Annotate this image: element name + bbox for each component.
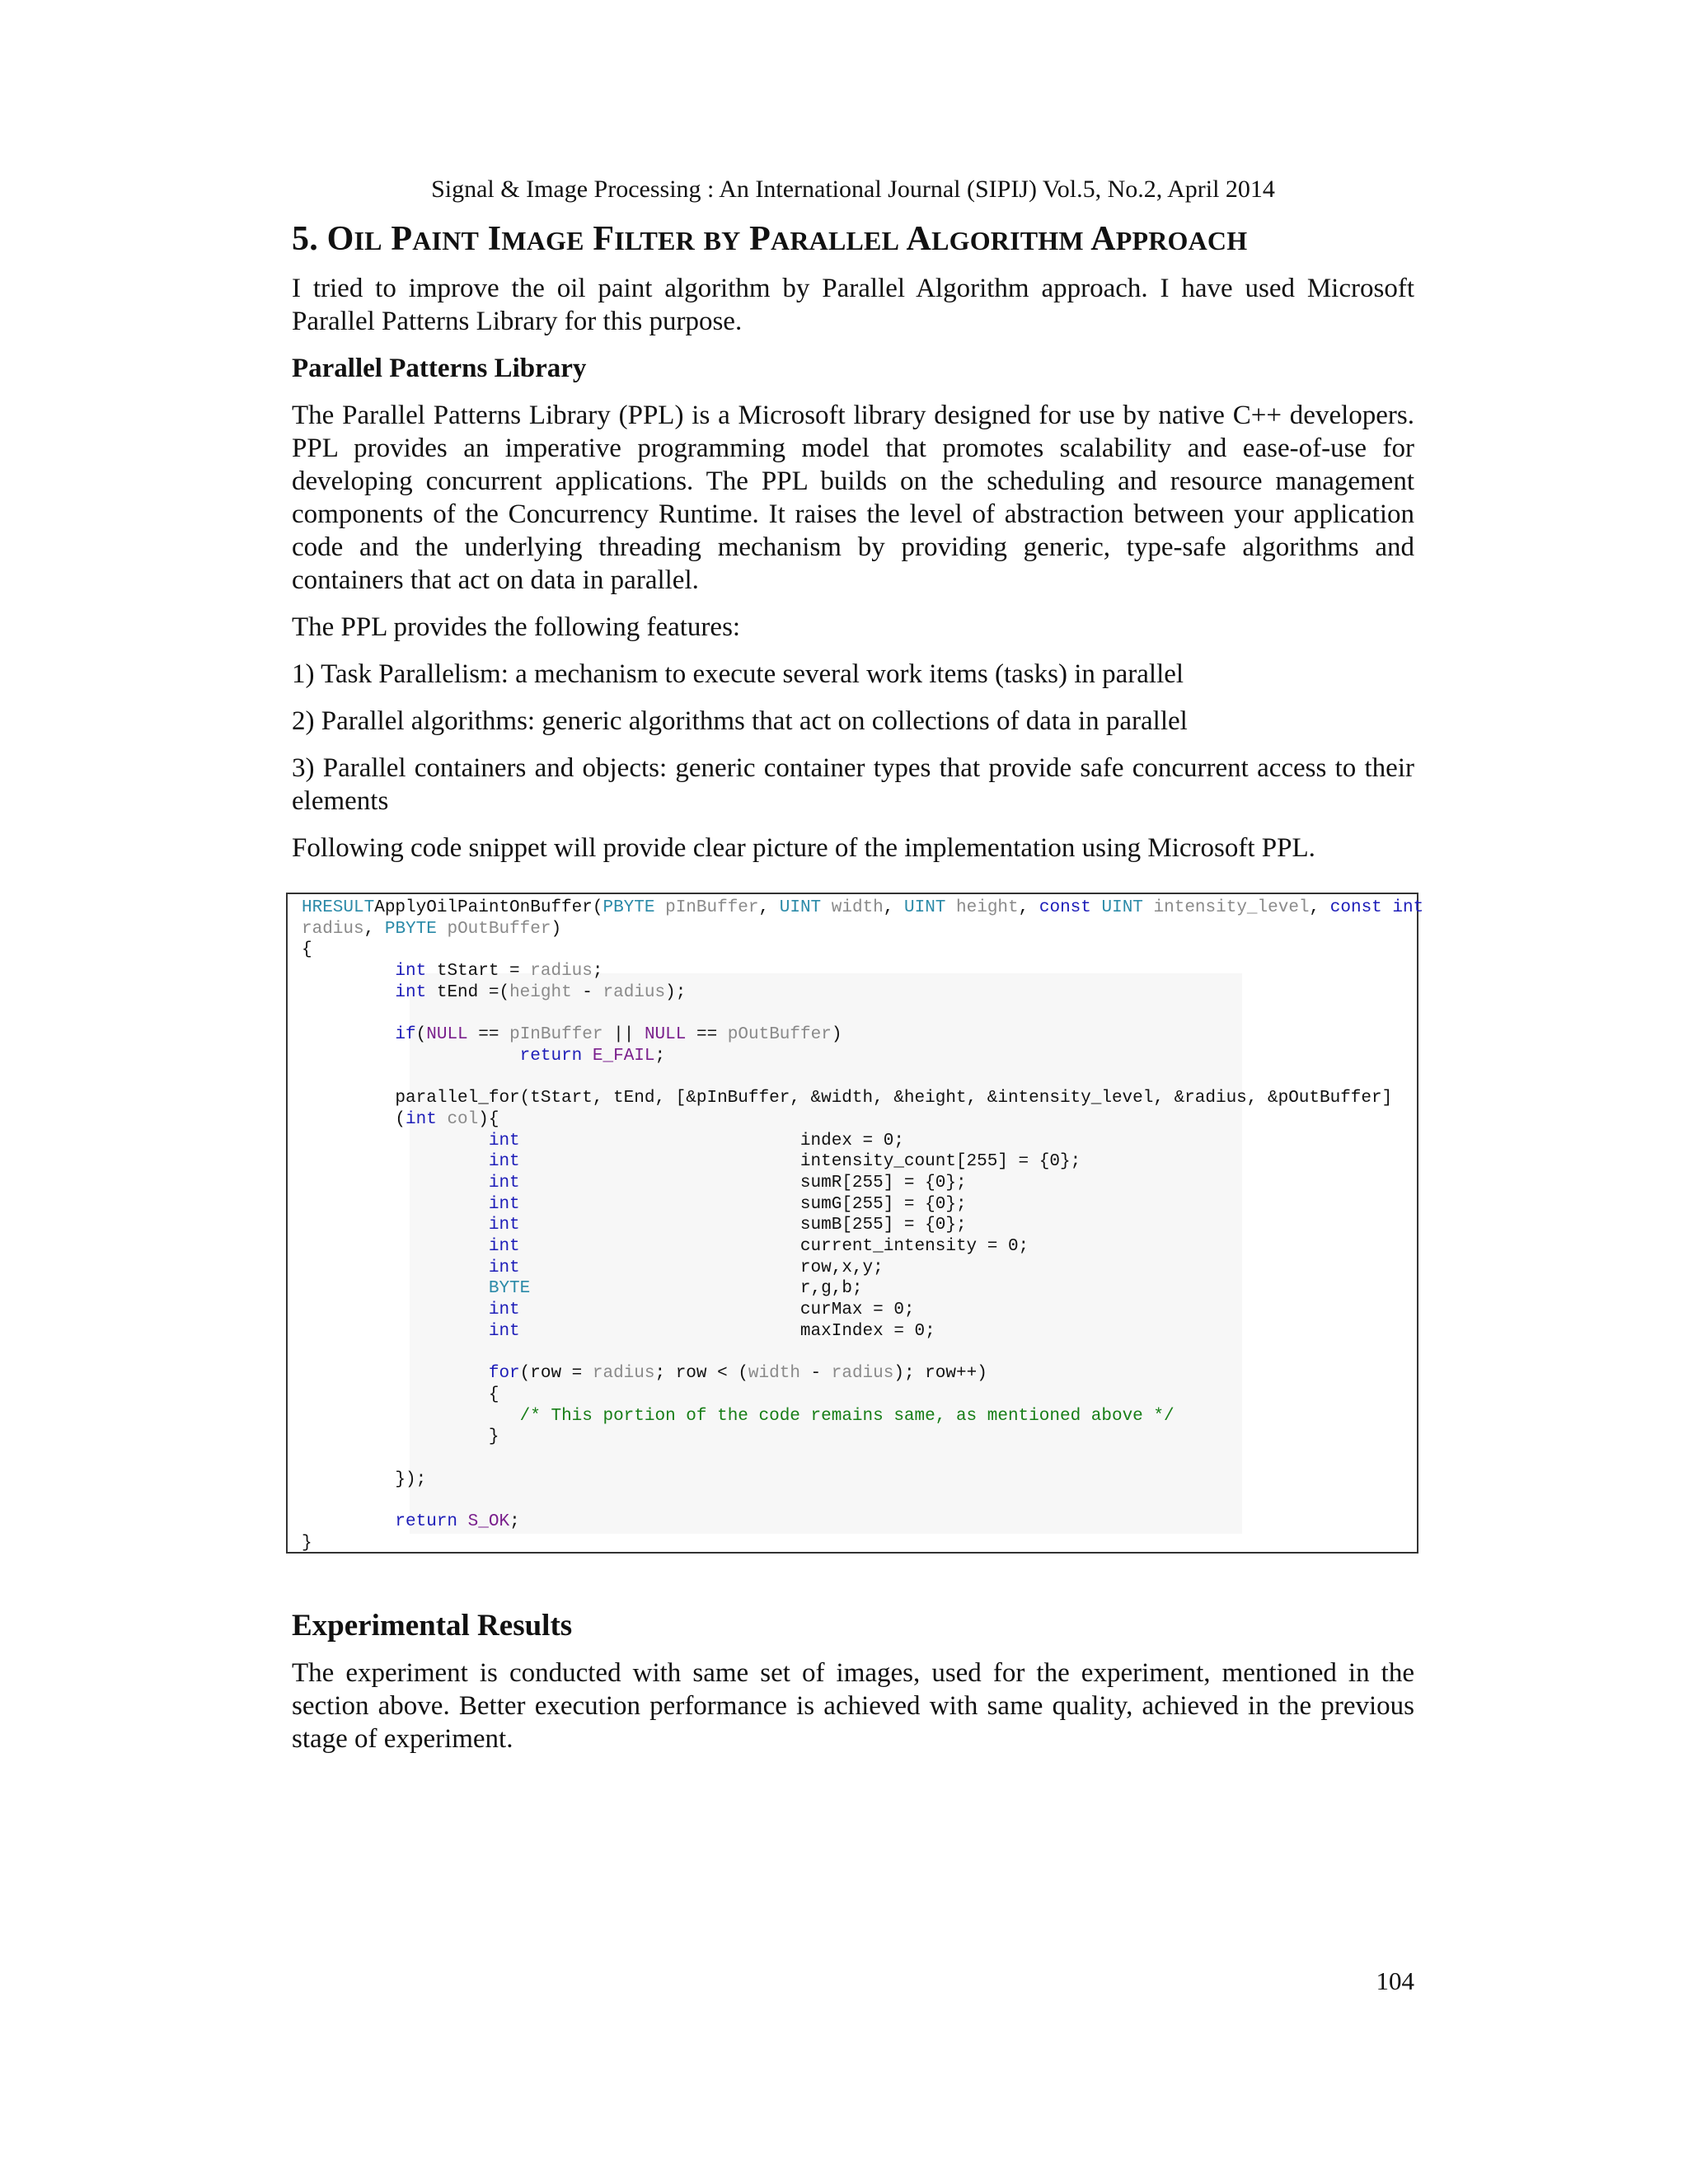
feature-item-2: 2) Parallel algorithms: generic algorithms that act on collections of data in parallel	[292, 706, 1188, 736]
feature-item-1: 1) Task Parallelism: a mechanism to execute several work items (tasks) in parallel	[292, 659, 1184, 689]
title-word: OIL	[326, 220, 382, 258]
code-line: int sumG[255] = {0};	[488, 1194, 967, 1214]
code-line: return S_OK;	[395, 1511, 520, 1531]
code-line: parallel_for(tStart, tEnd, [&pInBuffer, &width, &height, &intensity_level, &radius, &pOutBuffer]	[302, 1089, 1393, 1108]
results-section	[292, 1554, 1414, 1769]
results-paragraph: The experiment is conducted with same set of images, used for the experiment, mentioned in the section above. Better execution performance is achieved with same quality, achieved in the previous stage of experiment.	[292, 1658, 1414, 1754]
snippet-intro: Following code snippet will provide clear picture of the implementation using Microsoft PPL.	[292, 833, 1315, 863]
title-word: PAINT	[391, 220, 480, 258]
code-line: int sumR[255] = {0};	[488, 1173, 967, 1193]
ppl-heading: Parallel Patterns Library	[292, 354, 587, 383]
code-line	[302, 1342, 1423, 1363]
code-snippet-box	[286, 893, 1424, 1554]
code-line: });	[302, 1469, 427, 1489]
code-line: int index = 0;	[488, 1131, 904, 1151]
title-word: FILTER	[593, 220, 695, 258]
section-number: 5.	[292, 220, 327, 258]
title-word: BY	[703, 226, 741, 255]
code-line: HRESULTApplyOilPaintOnBuffer(PBYTE pInBuffer, UINT width, UINT height, const UINT intensity_level, const int	[302, 898, 1424, 917]
code-line: radius, PBYTE pOutBuffer)	[302, 919, 562, 939]
code-line: int maxIndex = 0;	[488, 1321, 935, 1341]
code-line: return E_FAIL;	[519, 1046, 666, 1066]
code-line: int tStart = radius;	[395, 962, 603, 982]
page-number: 104	[1376, 1966, 1414, 1995]
features-intro: The PPL provides the following features:	[292, 612, 741, 642]
code-line: {	[302, 940, 312, 960]
title-word: IMAGE	[487, 220, 584, 258]
code-snippet	[302, 898, 1423, 1554]
code-line	[302, 1490, 1423, 1511]
title-word: PARALLEL	[749, 220, 900, 258]
code-line: /* This portion of the code remains same, as mentioned above */	[519, 1406, 1175, 1426]
code-line: int intensity_count[255] = {0};	[488, 1152, 1081, 1172]
code-line: int tEnd =(height - radius);	[395, 982, 687, 1002]
code-line: if(NULL == pInBuffer || NULL == pOutBuffer)	[395, 1025, 842, 1045]
title-word: APPROACH	[1090, 220, 1248, 258]
code-line: int row,x,y;	[488, 1258, 884, 1277]
code-line	[302, 1448, 1423, 1469]
code-line: BYTE r,g,b;	[488, 1279, 863, 1299]
section-title-text	[327, 220, 1248, 258]
code-line: for(row = radius; row < (width - radius); row++)	[488, 1364, 987, 1384]
code-line: (int col){	[302, 1109, 499, 1129]
code-line	[302, 1003, 1423, 1024]
code-line: int current_intensity = 0;	[488, 1237, 1029, 1256]
title-word: ALGORITHM	[906, 220, 1084, 258]
feature-item-3: 3) Parallel containers and objects: generic container types that provide safe concurrent access to their elements	[292, 753, 1414, 816]
code-line	[302, 1067, 1423, 1089]
intro-paragraph: I tried to improve the oil paint algorithm by Parallel Algorithm approach. I have used Microsoft Parallel Patterns Library for this purpose.	[292, 274, 1414, 336]
results-heading: Experimental Results	[292, 1609, 573, 1643]
code-line: }	[302, 1427, 499, 1447]
code-line: }	[302, 1533, 312, 1553]
section-title	[292, 216, 1414, 264]
code-line: int sumB[255] = {0};	[488, 1216, 967, 1235]
code-line: {	[302, 1385, 499, 1404]
main-content	[292, 216, 1414, 879]
ppl-paragraph: The Parallel Patterns Library (PPL) is a Microsoft library designed for use by native C++ developers. PPL provides an imperative programming model that promotes scalability and ease-of-use for developing concurrent applications. The PPL builds on the scheduling and resource management components of the Concurrency Runtime. It raises the level of abstraction between your application code and the underlying threading mechanism by providing generic, type-safe algorithms and containers that act on data in parallel.	[292, 401, 1414, 595]
code-line: int curMax = 0;	[488, 1301, 915, 1320]
running-header: Signal & Image Processing : An International Journal (SIPIJ) Vol.5, No.2, April 2014	[431, 176, 1275, 203]
